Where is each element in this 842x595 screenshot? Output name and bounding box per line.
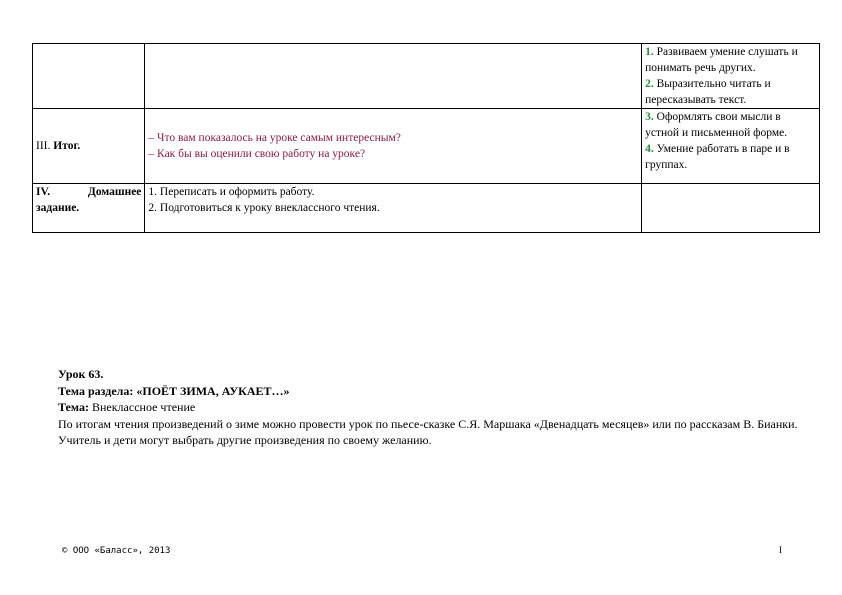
- stage-cell: [33, 184, 145, 233]
- lesson-plan-table: [32, 43, 820, 233]
- skills-cell: [642, 109, 820, 184]
- page-mark: I: [779, 545, 782, 555]
- skill-item: 2. Выразительно читать и пересказывать текст.: [645, 78, 771, 106]
- stage-cell: [33, 109, 145, 184]
- content-cell: [145, 109, 642, 184]
- question-line: – Что вам показалось на уроке самым интересным?: [148, 132, 401, 144]
- task-line: 2. Подготовиться к уроку внеклассного чтения.: [148, 202, 380, 214]
- paragraph: По итогам чтения произведений о зиме можно провести урок по пьесе-сказке С.Я. Маршака «Двенадцать месяцев» или по рассказам В. Бианки.: [58, 416, 798, 431]
- stage-label: Домашнее: [87, 186, 142, 198]
- skills-cell: [642, 44, 820, 109]
- stage-cell: [33, 44, 145, 109]
- stage-number: III.: [36, 140, 51, 152]
- topic-line: Тема: Внеклассное чтение: [58, 400, 196, 414]
- stage-number: IV.: [36, 186, 51, 198]
- content-cell: [145, 184, 642, 233]
- skill-item: 4. Умение работать в паре и в группах.: [645, 143, 790, 171]
- stage-label: Итог.: [53, 140, 81, 152]
- table-row: [33, 109, 820, 184]
- table-row: [33, 44, 820, 109]
- skill-item: 3. Оформлять свои мысли в устной и письменной форме.: [645, 111, 788, 139]
- copyright-footer: © ООО «Баласс», 2013: [62, 546, 171, 556]
- content-cell: [145, 44, 642, 109]
- skill-item: 1. Развиваем умение слушать и понимать речь других.: [645, 46, 798, 74]
- lesson-description: [58, 366, 798, 449]
- table-row: [33, 184, 820, 233]
- stage-label-cont: задание.: [36, 202, 80, 214]
- lesson-title: Урок 63.: [58, 367, 104, 381]
- section-line: Тема раздела: «ПОЁТ ЗИМА, АУКАЕТ…»: [58, 383, 290, 398]
- question-line: – Как бы вы оценили свою работу на уроке?: [148, 148, 366, 160]
- task-line: 1. Переписать и оформить работу.: [148, 186, 315, 198]
- skills-cell: [642, 184, 820, 233]
- paragraph: Учитель и дети могут выбрать другие произведения по своему желанию.: [58, 433, 432, 447]
